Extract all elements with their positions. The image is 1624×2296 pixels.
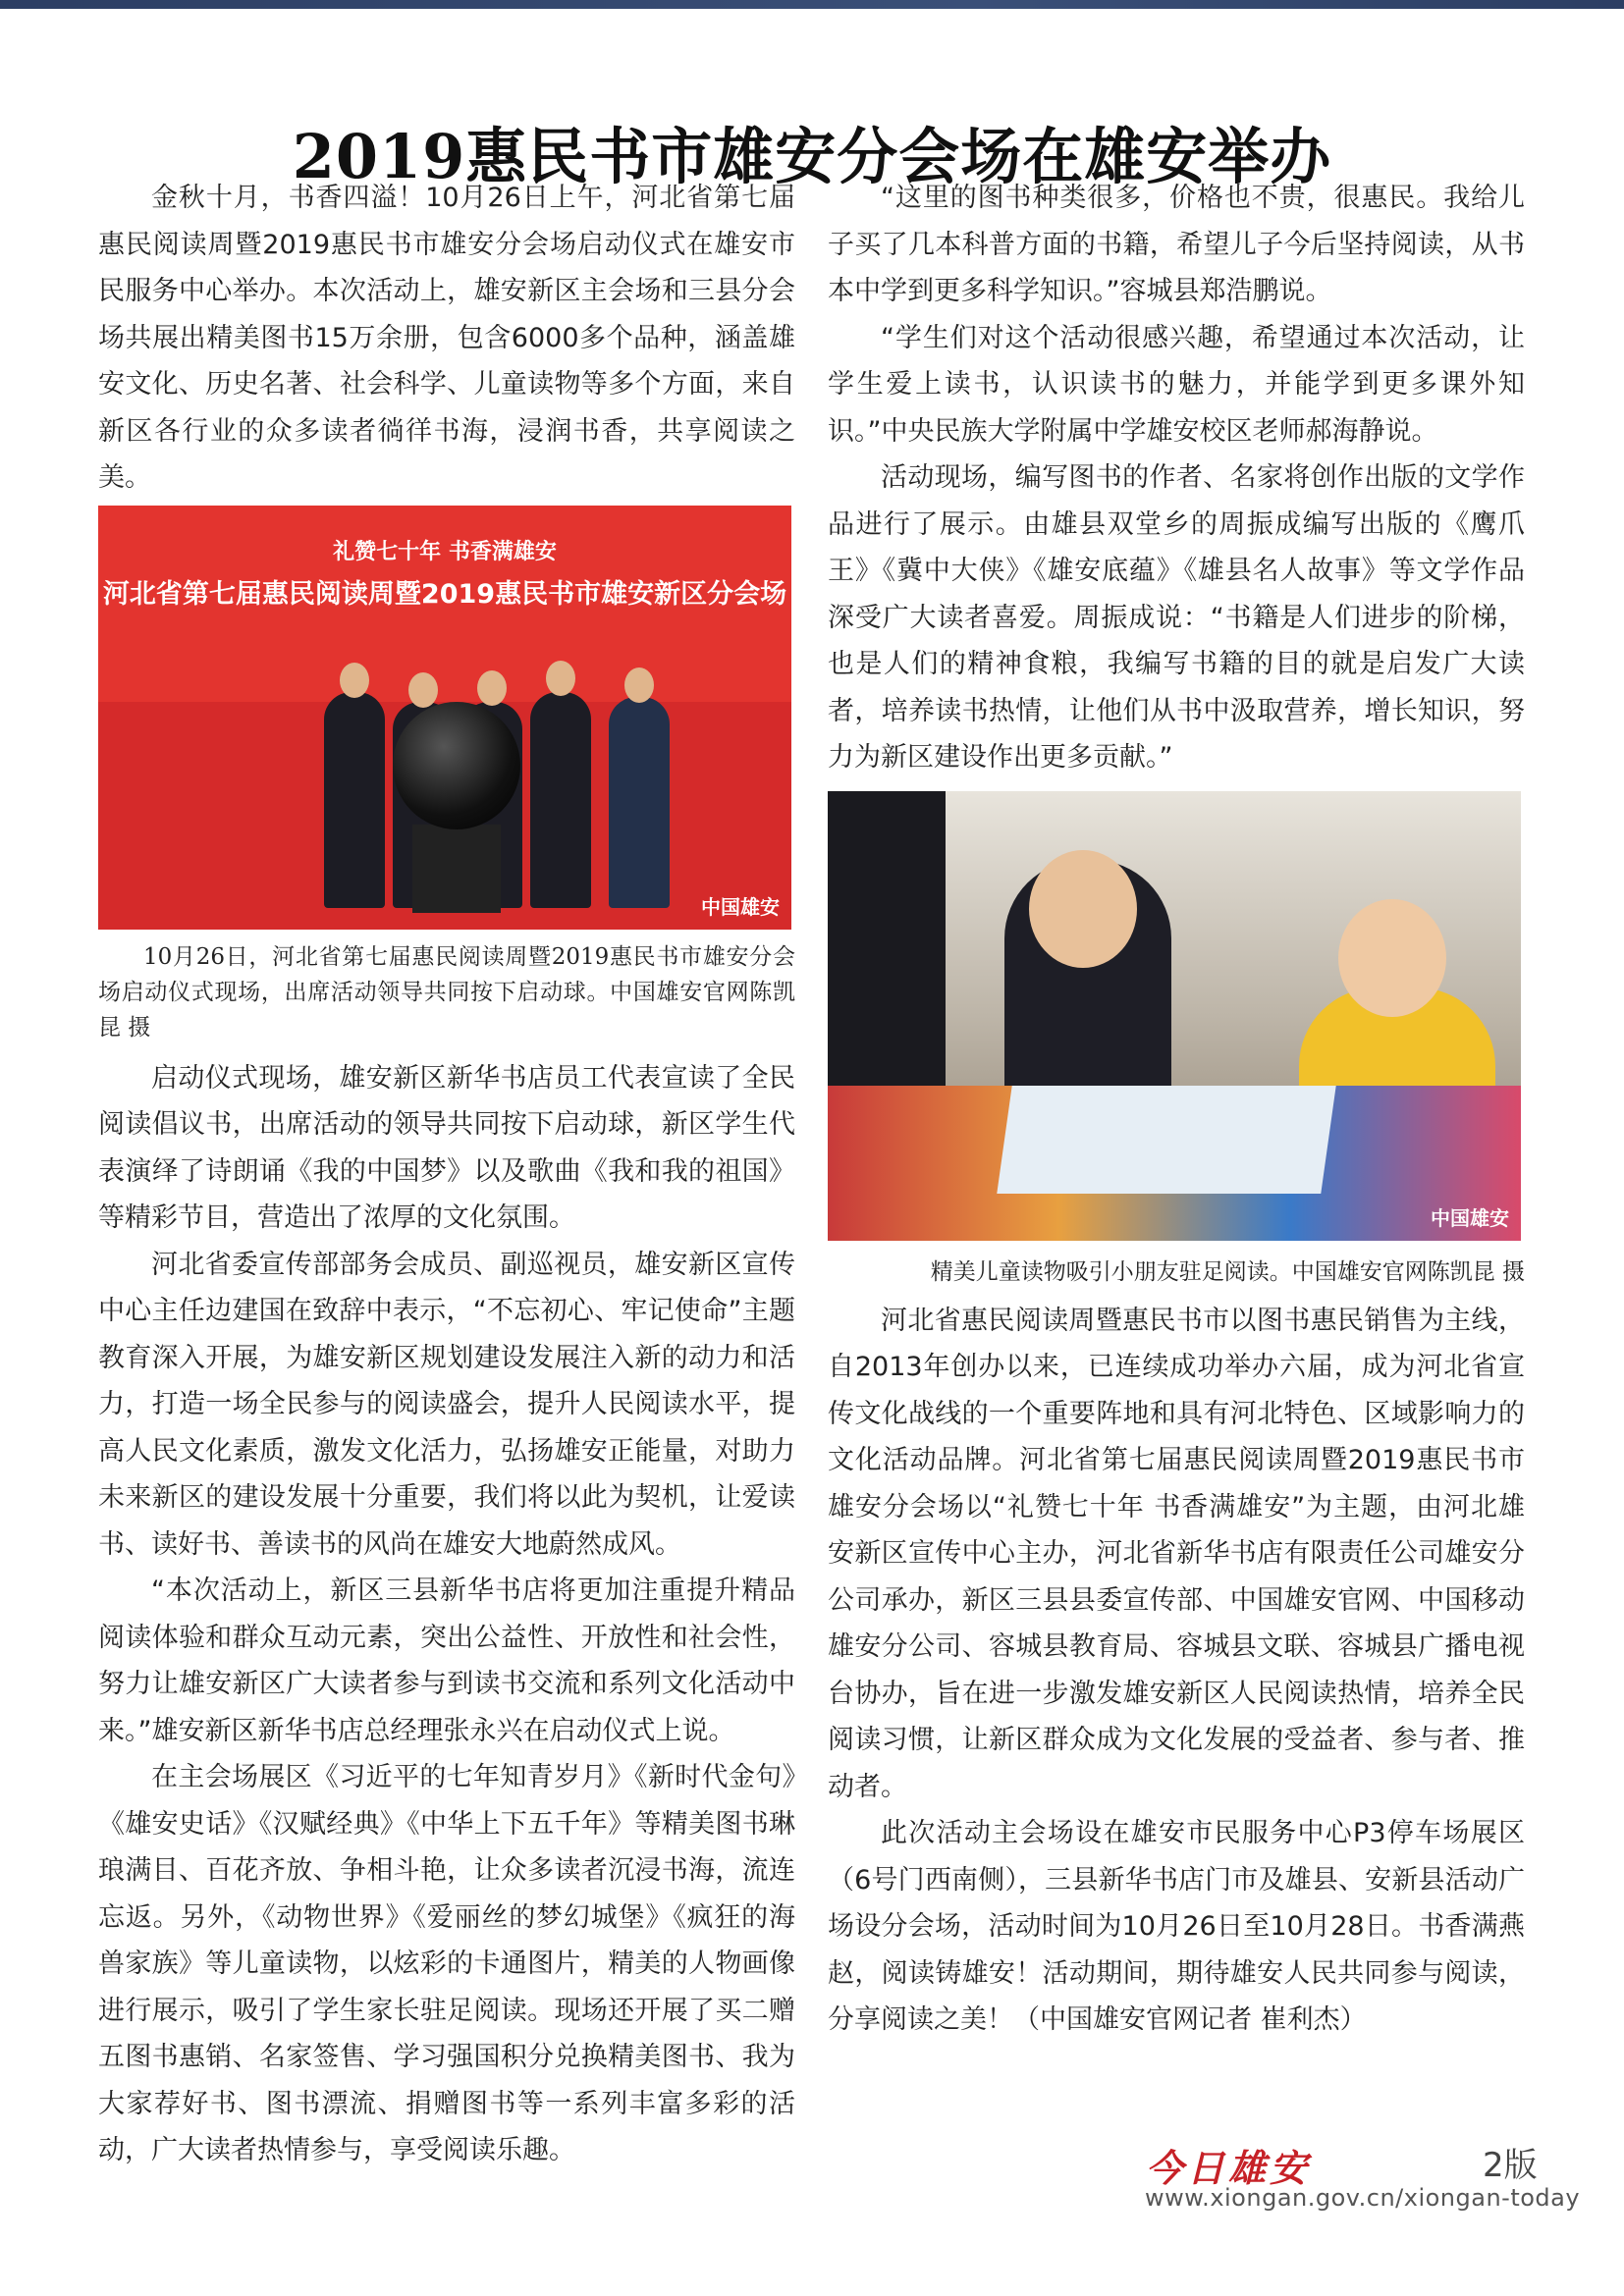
- footer-url: www.xiongan.gov.cn/xiongan-today: [1145, 2184, 1581, 2212]
- person-head: [624, 667, 654, 703]
- article-paragraph: “本次活动上，新区三县新华书店将更加注重提升精品阅读体验和群众互动元素，突出公益性、开放性和社会性，努力让雄安新区广大读者参与到读书交流和系列文化活动中来。”雄安新区新华书店总经理张永兴在启动仪式上说。: [98, 1575, 795, 1746]
- person-figure: [609, 697, 670, 908]
- launch-ball-pedestal: [412, 825, 501, 913]
- launch-ceremony-photo: [98, 506, 791, 930]
- article-paragraph: 河北省惠民阅读周暨惠民书市以图书惠民销售为主线，自2013年创办以来，已连续成功举办六届，成为河北省宣传文化战线的一个重要阵地和具有河北特色、区域影响力的文化活动品牌。河北省第七届惠民阅读周暨2019惠民书市雄安分会场以“礼赞七十年 书香满雄安”为主题，由河北雄安新区宣传中心主办，河北省新华书店有限责任公司雄安分公司承办，新区三县县委宣传部、中国雄安官网、中国移动雄安分公司、容城县教育局、容城县文联、容城县广播电视台协办，旨在进一步激发雄安新区人民阅读热情，培养全民阅读习惯，让新区群众成为文化发展的受益者、参与者、推动者。: [828, 1305, 1525, 1802]
- child-head: [1029, 850, 1137, 968]
- article-paragraph: “学生们对这个活动很感兴趣，希望通过本次活动，让学生爱上读书，认识读书的魅力，并能学到更多课外知识。”中央民族大学附属中学雄安校区老师郝海静说。: [828, 322, 1525, 447]
- banner-event-name: 河北省第七届惠民阅读周暨2019惠民书市雄安新区分会场: [102, 578, 787, 610]
- launch-ball: [393, 702, 520, 829]
- adult-figure: [828, 791, 946, 1086]
- child-head: [1338, 899, 1446, 1017]
- person-head: [340, 663, 369, 698]
- article-paragraph: 河北省委宣传部部务会成员、副巡视员，雄安新区宣传中心主任边建国在致辞中表示，“不忘初心、牢记使命”主题教育深入开展，为雄安新区规划建设发展注入新的动力和活力，打造一场全民参与的阅读盛会，提升人民阅读水平，提高人民文化素质，激发文化活力，弘扬雄安正能量，对助力未来新区的建设发展十分重要，我们将以此为契机，让爱读书、读好书、善读书的风尚在雄安大地蔚然成风。: [98, 1249, 795, 1560]
- photo-watermark: 中国雄安: [1431, 1205, 1509, 1230]
- article-paragraph: 启动仪式现场，雄安新区新华书店员工代表宣读了全民阅读倡议书，出席活动的领导共同按下启动球，新区学生代表演绎了诗朗诵《我的中国梦》以及歌曲《我和我的祖国》等精彩节目，营造出了浓厚的文化氛围。: [98, 1062, 795, 1233]
- person-figure: [530, 692, 591, 908]
- top-accent-bar: [0, 0, 1624, 9]
- article-paragraph: “这里的图书种类很多，价格也不贵，很惠民。我给儿子买了几本科普方面的书籍，希望儿子今后坚持阅读，从书本中学到更多科学知识。”容城县郑浩鹏说。: [828, 183, 1525, 306]
- open-book: [997, 1086, 1335, 1194]
- article-paragraph: 活动现场，编写图书的作者、名家将创作出版的文学作品进行了展示。由雄县双堂乡的周振成编写出版的《鹰爪王》《冀中大侠》《雄安底蕴》《雄县名人故事》等文学作品深受广大读者喜爱。周振成说：“书籍是人们进步的阶梯，也是人们的精神食粮，我编写书籍的目的就是启发广大读者，培养读书热情，让他们从书中汲取营养，增长知识，努力为新区建设作出更多贡献。”: [828, 462, 1525, 773]
- publication-logo: 今日雄安: [1146, 2146, 1312, 2190]
- page-number: 2版: [1483, 2146, 1538, 2185]
- person-figure: [324, 692, 385, 908]
- banner-slogan: 礼赞七十年 书香满雄安: [333, 539, 557, 564]
- children-reading-photo: [828, 791, 1521, 1241]
- person-head: [477, 670, 507, 706]
- photo-banner: [98, 506, 791, 702]
- article-paragraph: 金秋十月，书香四溢！10月26日上午，河北省第七届惠民阅读周暨2019惠民书市雄安分会场启动仪式在雄安市民服务中心举办。本次活动上，雄安新区主会场和三县分会场共展出精美图书15万余册，包含6000多个品种，涵盖雄安文化、历史名著、社会科学、儿童读物等多个方面，来自新区各行业的众多读者徜徉书海，浸润书香，共享阅读之美。: [98, 183, 795, 493]
- person-head: [546, 661, 575, 696]
- photo-watermark: 中国雄安: [701, 894, 780, 919]
- article-paragraph: 在主会场展区《习近平的七年知青岁月》《新时代金句》《雄安史话》《汉赋经典》《中华上下五千年》等精美图书琳琅满目、百花齐放、争相斗艳，让众多读者沉浸书海，流连忘返。另外，《动物世界》《爱丽丝的梦幻城堡》《疯狂的海兽家族》等儿童读物，以炫彩的卡通图片，精美的人物画像进行展示，吸引了学生家长驻足阅读。现场还开展了买二赠五图书惠销、名家签售、学习强国积分兑换精美图书、我为大家荐好书、图书漂流、捐赠图书等一系列丰富多彩的活动，广大读者热情参与，享受阅读乐趣。: [98, 1762, 795, 2165]
- photo-caption: 精美儿童读物吸引小朋友驻足阅读。中国雄安官网陈凯昆 摄: [930, 1258, 1525, 1285]
- person-head: [408, 672, 438, 708]
- right-column: [828, 175, 1525, 2044]
- article-paragraph: 此次活动主会场设在雄安市民服务中心P3停车场展区（6号门西南侧），三县新华书店门市及雄县、安新县活动广场设分会场，活动时间为10月26日至10月28日。书香满燕赵，阅读铸雄安！活动期间，期待雄安人民共同参与阅读，分享阅读之美！（中国雄安官网记者 崔利杰）: [828, 1818, 1525, 2035]
- photo-caption: 10月26日，河北省第七届惠民阅读周暨2019惠民书市雄安分会场启动仪式现场，出席活动领导共同按下启动球。中国雄安官网陈凯昆 摄: [98, 943, 795, 1041]
- article-title: 2019惠民书市雄安分会场在雄安举办: [292, 120, 1332, 192]
- left-column: [98, 175, 795, 2174]
